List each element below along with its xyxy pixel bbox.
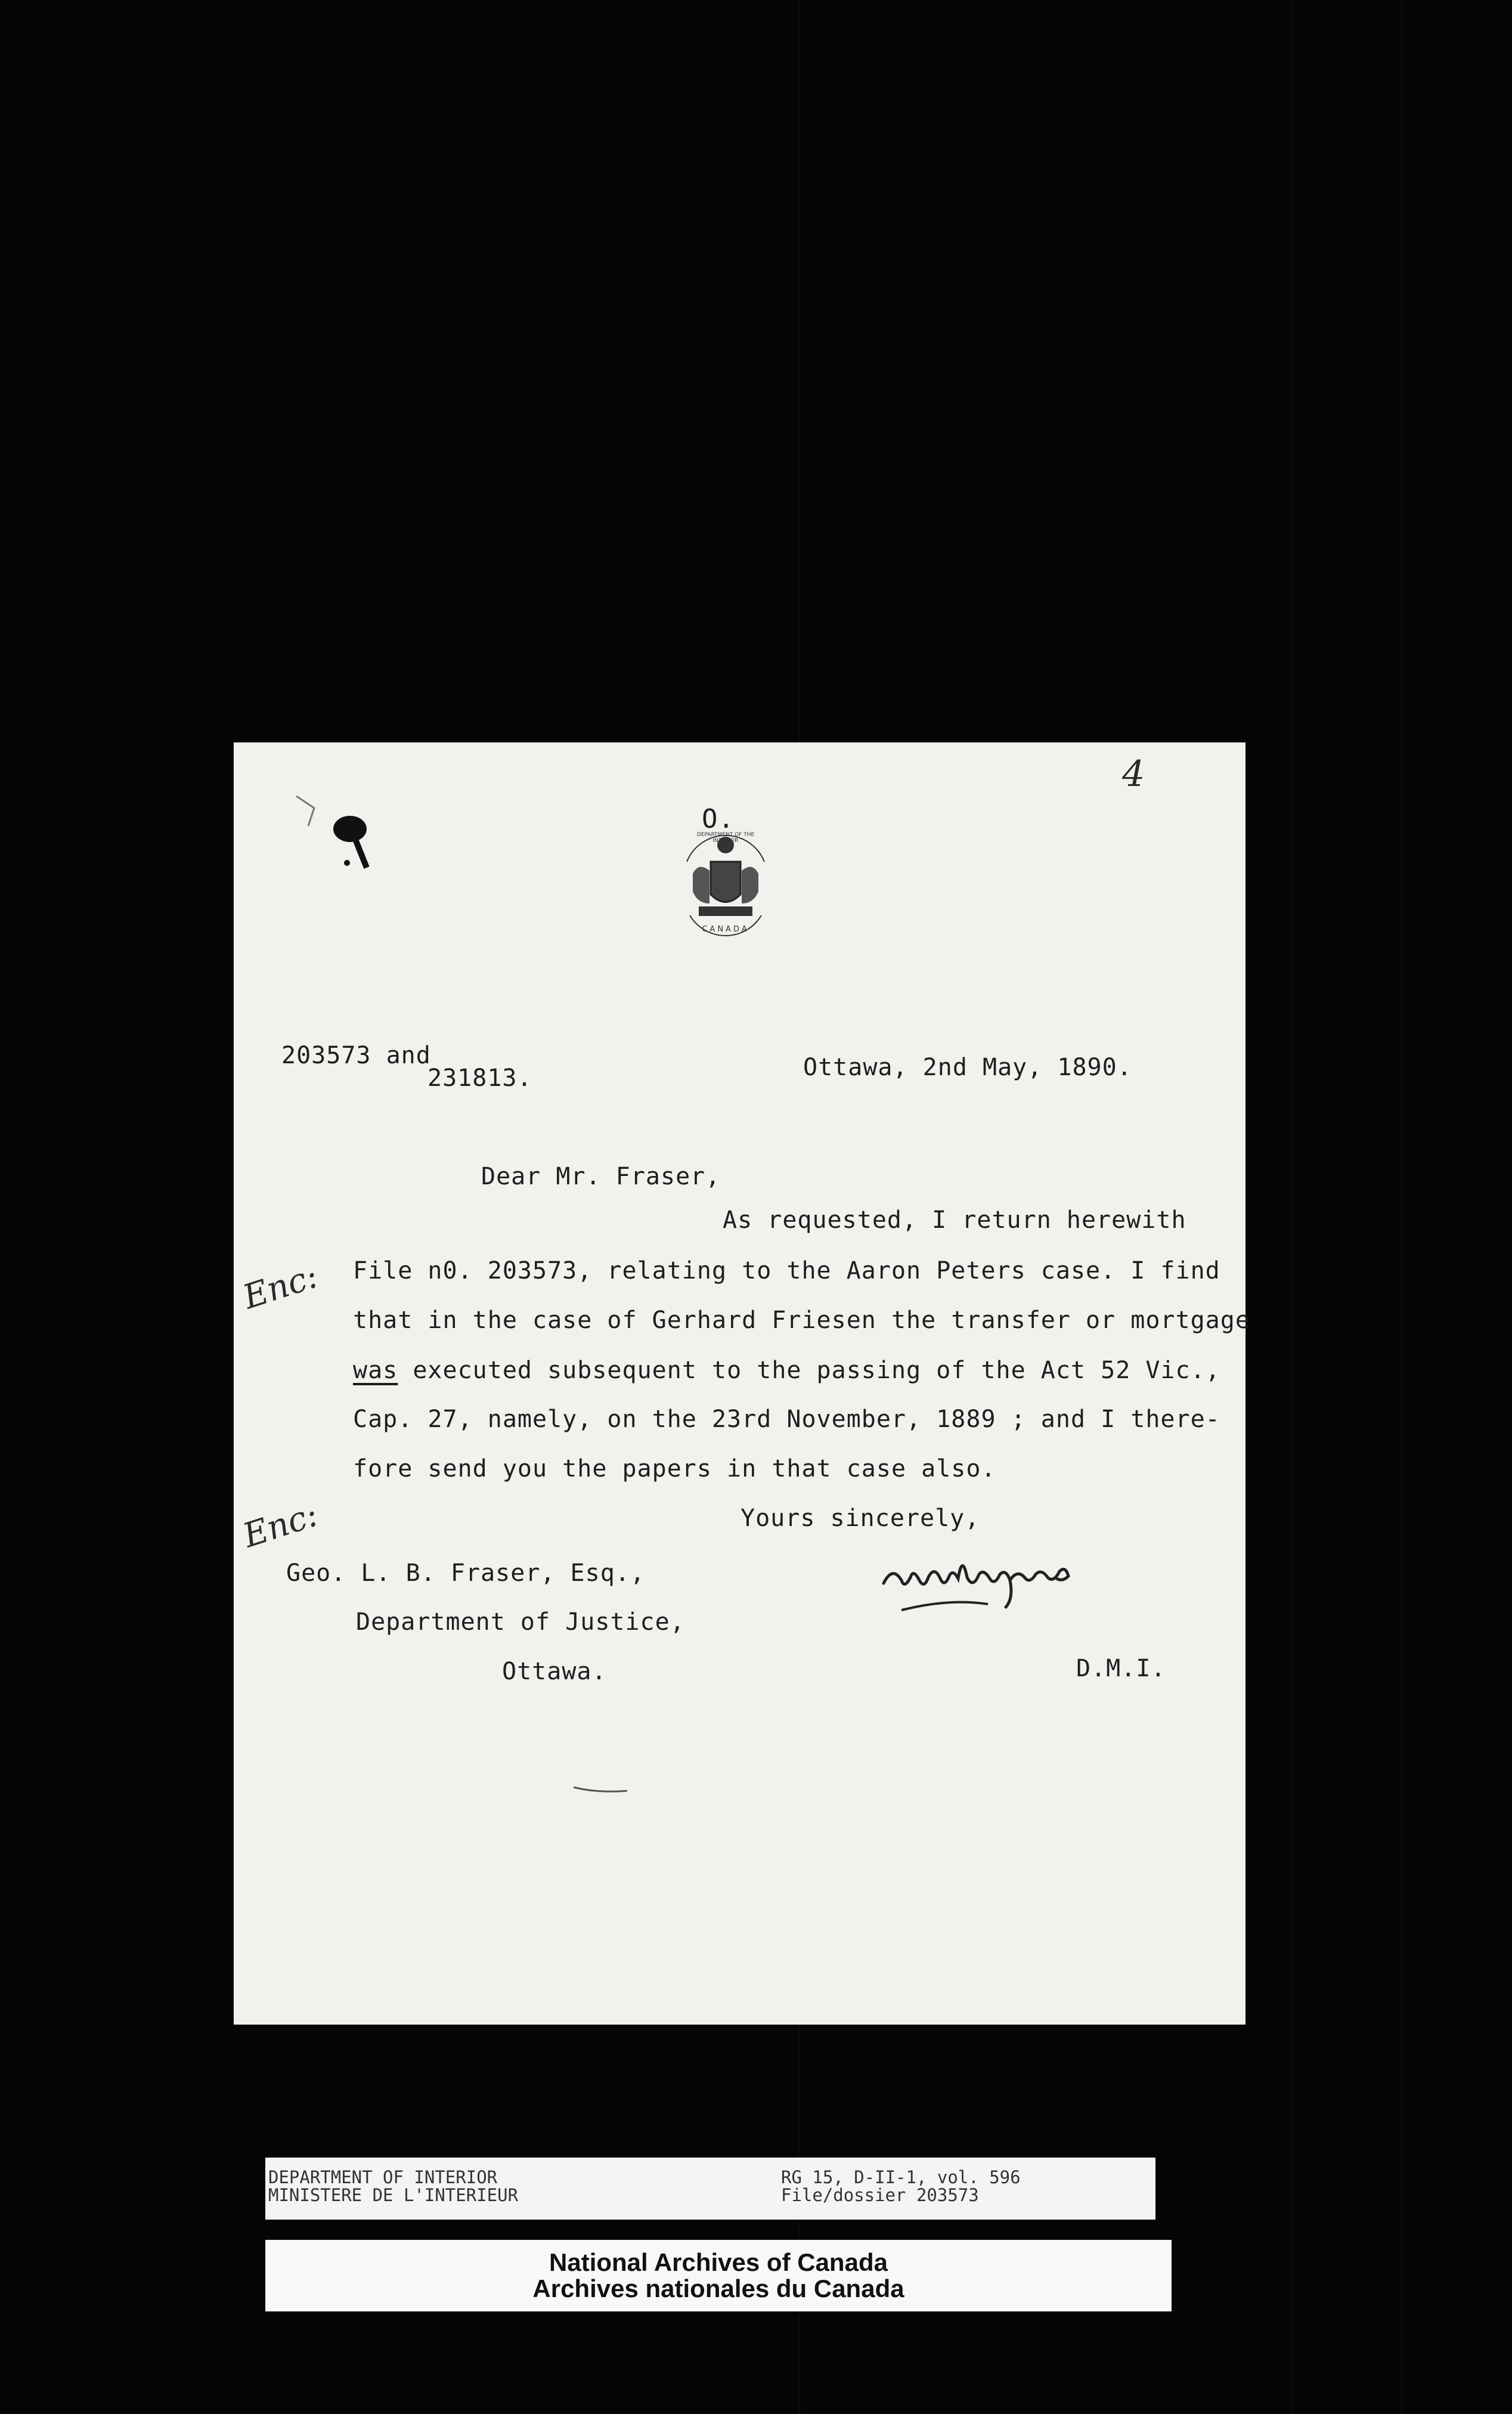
archive-name-english: National Archives of Canada <box>549 2248 888 2276</box>
file-numbers-line2: 231813. <box>427 1064 532 1092</box>
file-reference: File/dossier 203573 <box>781 2185 979 2205</box>
crest-letter: O. <box>702 804 735 834</box>
closing: Yours sincerely, <box>740 1505 980 1532</box>
recipient-line-3: Ottawa. <box>502 1658 607 1685</box>
record-group-reference: RG 15, D-II-1, vol. 596 <box>781 2167 1021 2187</box>
archive-name-french: Archives nationales du Canada <box>532 2274 904 2302</box>
body-line-1: As requested, I return herewith <box>723 1206 1186 1234</box>
ink-blot-mark <box>290 784 380 874</box>
enclosure-mark-2: Enc: <box>238 1495 323 1556</box>
department-french: MINISTERE DE L'INTERIEUR <box>268 2185 519 2205</box>
underlined-word: was <box>353 1357 398 1384</box>
file-numbers-line1: 203573 and <box>281 1042 431 1069</box>
crest-top-text: DEPARTMENT OF THE INTERIOR <box>696 832 755 844</box>
recipient-line-2: Department of Justice, <box>356 1608 685 1636</box>
archive-name-label <box>265 2240 1172 2311</box>
body-line-5: Cap. 27, namely, on the 23rd November, 1889 ; and I there- <box>353 1406 1220 1433</box>
page-number: 4 <box>1122 753 1145 795</box>
enclosure-mark-1: Enc: <box>238 1256 323 1317</box>
crest-bottom-text: CANADA <box>702 925 749 934</box>
body-line-4-text: executed subsequent to the passing of the Act 52 Vic., <box>413 1357 1220 1384</box>
body-line-2: File n0. 203573, relating to the Aaron Peters case. I find <box>353 1257 1220 1285</box>
signatory-title: D.M.I. <box>1076 1655 1166 1682</box>
department-english: DEPARTMENT OF INTERIOR <box>268 2167 498 2187</box>
body-line-4 <box>353 1357 1220 1384</box>
stray-mark <box>571 1780 630 1798</box>
body-line-6: fore send you the papers in that case also. <box>353 1455 996 1483</box>
handwritten-signature <box>878 1542 1092 1625</box>
letter-page <box>234 742 1250 2025</box>
place-date: Ottawa, 2nd May, 1890. <box>803 1054 1132 1081</box>
recipient-line-1: Geo. L. B. Fraser, Esq., <box>286 1559 645 1587</box>
salutation: Dear Mr. Fraser, <box>481 1163 721 1190</box>
body-line-3: that in the case of Gerhard Friesen the transfer or mortgage <box>353 1307 1250 1334</box>
archive-reference-label <box>265 2158 1155 2220</box>
